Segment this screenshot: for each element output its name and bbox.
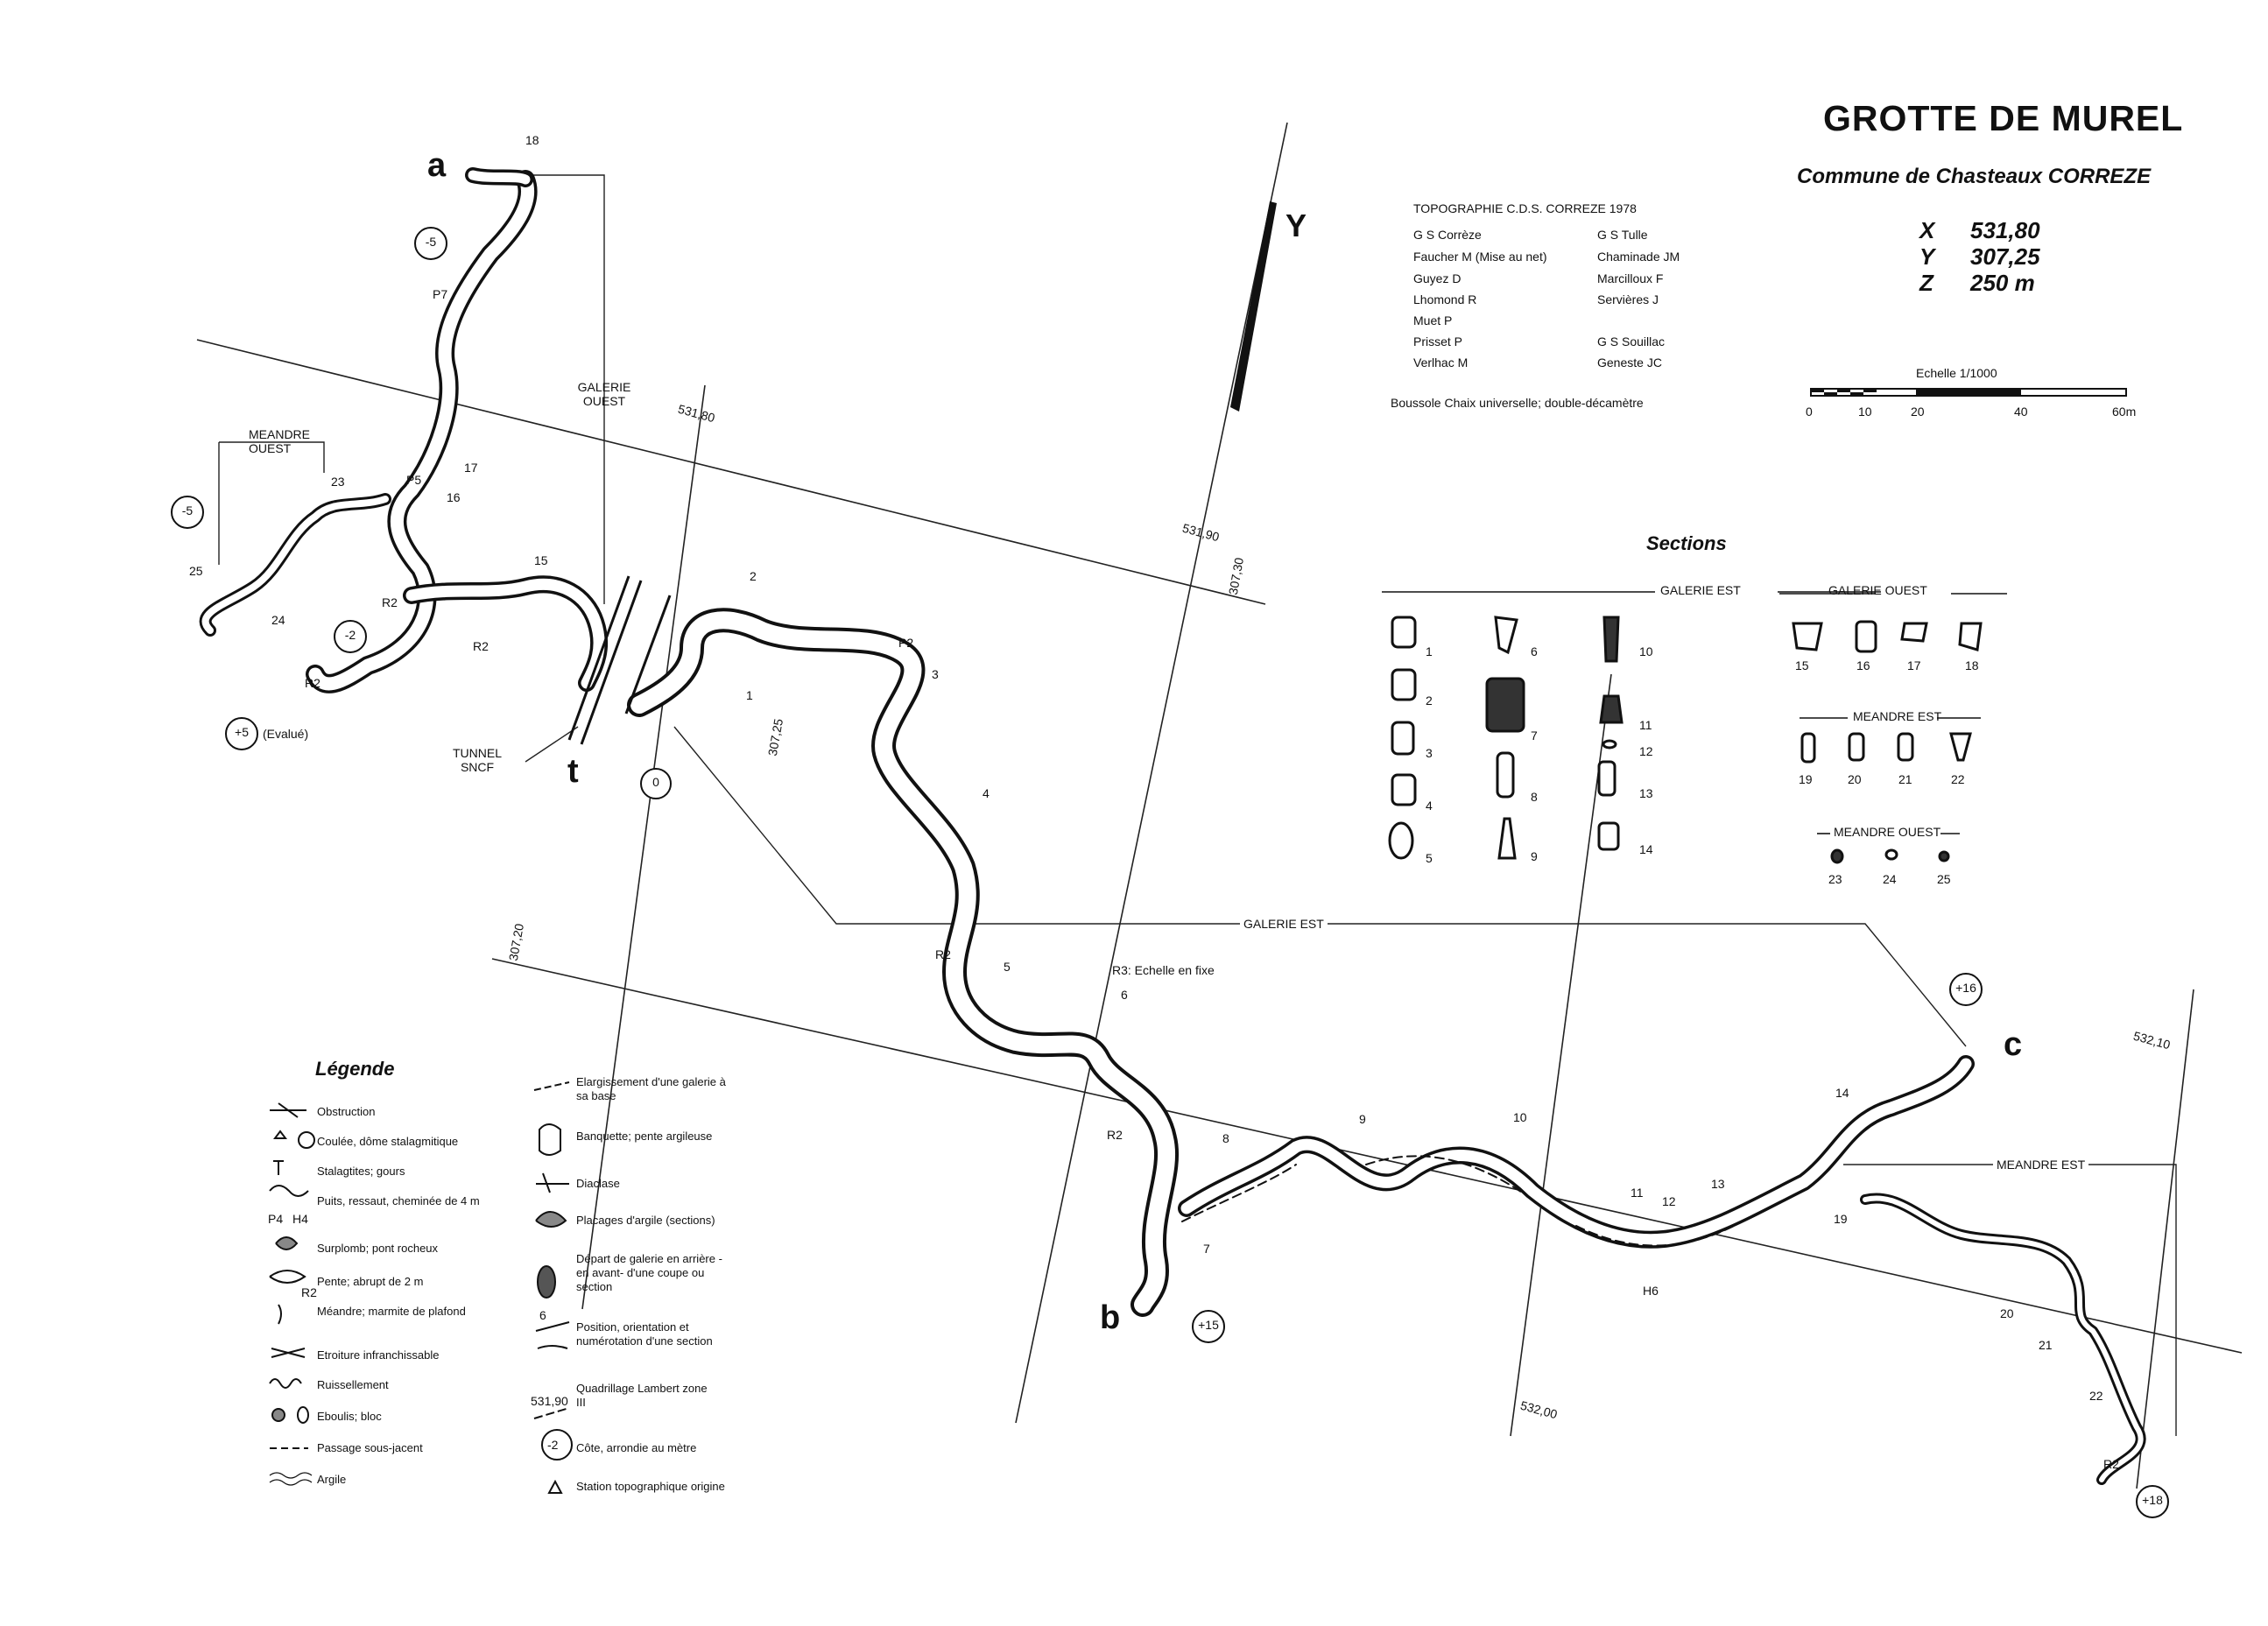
credit-c2-1: Chaminade JM — [1597, 250, 1680, 264]
legend-item: Banquette; pente argileuse — [576, 1130, 713, 1143]
grid-line-307-30 — [197, 340, 1265, 604]
point-t: t — [567, 753, 579, 790]
sections-galerie-ouest-title: GALERIE OUEST — [1828, 583, 1927, 597]
legend-item: Eboulis; bloc — [317, 1410, 382, 1423]
label-tunnel: TUNNEL SNCF — [452, 746, 502, 774]
depth-value: +5 — [235, 725, 249, 739]
feature-label: P2 — [898, 636, 914, 650]
sections-galerie-est-title: GALERIE EST — [1660, 583, 1741, 597]
legend-item: Obstruction — [317, 1105, 376, 1118]
grid-label: 531,80 — [676, 401, 717, 426]
legend-item: Puits, ressaut, cheminée de 4 m — [317, 1194, 480, 1207]
grid-line-307-20 — [492, 959, 2242, 1353]
section-mark: 24 — [271, 613, 285, 627]
feature-label: R2 — [473, 639, 489, 653]
feature-label: R2 — [1107, 1128, 1123, 1142]
label-galerie-ouest: GALERIE OUEST — [577, 380, 631, 408]
coord-x: X 531,80 — [1919, 217, 2040, 243]
coord-y: Y 307,25 — [1919, 243, 2040, 270]
section-num: 17 — [1907, 658, 1921, 672]
feature-label: R2 — [2103, 1457, 2119, 1471]
section-num: 4 — [1426, 799, 1433, 813]
credit-c2-5: Geneste JC — [1597, 355, 1662, 370]
section-num: 12 — [1639, 744, 1653, 758]
section-num: 25 — [1937, 872, 1951, 886]
point-b: b — [1100, 1299, 1121, 1336]
section-mark: 21 — [2039, 1338, 2053, 1352]
callout-galerie-est — [674, 727, 1966, 1046]
section-num: 24 — [1883, 872, 1897, 886]
credit-c1-2: Guyez D — [1413, 271, 1462, 285]
section-mark: 7 — [1203, 1242, 1210, 1256]
section-num: 2 — [1426, 693, 1433, 707]
label-r3-note: R3: Echelle en fixe — [1112, 963, 1215, 977]
scale-bar — [1811, 389, 2126, 396]
legend-item: Etroiture infranchissable — [317, 1348, 440, 1362]
section-mark: 17 — [464, 461, 478, 475]
section-num: 19 — [1799, 772, 1813, 786]
grid-label: 307,30 — [1225, 556, 1247, 596]
section-num: 13 — [1639, 786, 1653, 800]
label-evalue: (Evalué) — [263, 727, 309, 741]
legend-item: Côte, arrondie au mètre — [576, 1441, 697, 1454]
credit-c2-3: Servières J — [1597, 292, 1659, 306]
legend-symbol-label: H4 — [292, 1212, 308, 1226]
scale-tick-0: 0 — [1806, 405, 1813, 419]
section-num: 1 — [1426, 644, 1433, 658]
legend-symbol-label: P4 — [268, 1212, 284, 1226]
grid-line-532-00 — [1511, 674, 1611, 1436]
section-mark: 19 — [1834, 1212, 1848, 1226]
credit-c2-2: Marcilloux F — [1597, 271, 1664, 285]
section-mark: 22 — [2089, 1389, 2103, 1403]
feature-label: R2 — [382, 595, 398, 609]
legend-symbol-label: 531,90 — [531, 1394, 568, 1408]
sections-title: Sections — [1646, 532, 1727, 554]
section-num: 15 — [1795, 658, 1809, 672]
section-mark: 23 — [331, 475, 345, 489]
commune-label: Commune de Chasteaux CORREZE — [1797, 165, 2152, 188]
credit-c2-0: G S Tulle — [1597, 228, 1648, 242]
section-num: 14 — [1639, 842, 1653, 856]
section-mark: 11 — [1631, 1186, 1644, 1200]
grid-label: 532,00 — [1518, 1397, 1560, 1422]
north-arrow-icon — [1230, 201, 1277, 412]
section-num: 23 — [1828, 872, 1842, 886]
label-meandre-est: MEANDRE EST — [1993, 1158, 2088, 1172]
legend-item: Surplomb; pont rocheux — [317, 1242, 439, 1255]
section-mark: 13 — [1711, 1177, 1725, 1191]
section-num: 10 — [1639, 644, 1653, 658]
feature-label: P5 — [406, 473, 422, 487]
section-mark: 2 — [750, 569, 757, 583]
section-mark: 10 — [1513, 1110, 1527, 1124]
depth-markers — [172, 228, 2168, 1517]
legend-item: Pente; abrupt de 2 m — [317, 1275, 424, 1288]
callout-lines — [219, 175, 2176, 1436]
section-num: 8 — [1531, 790, 1538, 804]
grid-line-531-80 — [582, 385, 705, 1309]
scale-tick-3: 40 — [2014, 405, 2028, 419]
grid-line-532-10 — [2137, 989, 2194, 1489]
point-a: a — [427, 147, 447, 184]
credit-c1-6: Verlhac M — [1413, 355, 1469, 370]
map-title: GROTTE DE MUREL — [1823, 98, 2184, 138]
point-c: c — [2004, 1026, 2023, 1063]
section-mark: 16 — [447, 490, 461, 504]
sections-meandre-est-title: MEANDRE EST — [1853, 709, 1942, 723]
label-meandre-ouest: MEANDRE OUEST — [249, 427, 311, 455]
section-mark: 18 — [525, 133, 539, 147]
north-label: Y — [1285, 208, 1307, 243]
section-mark: 25 — [189, 564, 203, 578]
grid-label: 532,10 — [2131, 1028, 2173, 1052]
coord-z: Z 250 m — [1919, 270, 2035, 296]
credit-c1-1: Faucher M (Mise au net) — [1413, 250, 1547, 264]
legend-item: Départ de galerie en arrière -en avant- d'une coupe ou section — [576, 1252, 722, 1293]
section-num: 7 — [1531, 729, 1538, 743]
section-mark: 8 — [1222, 1131, 1229, 1145]
legend-item: Position, orientation et numérotation d'une section — [576, 1320, 713, 1348]
credit-c2-4: G S Souillac — [1597, 334, 1666, 348]
section-mark: 9 — [1359, 1112, 1366, 1126]
legend-item: Argile — [317, 1473, 347, 1486]
section-num: 9 — [1531, 849, 1538, 863]
depth-value: +18 — [2142, 1493, 2163, 1507]
legend-item: Placages d'argile (sections) — [576, 1214, 715, 1227]
section-num: 3 — [1426, 746, 1433, 760]
feature-label: R2 — [305, 676, 320, 690]
section-num: 18 — [1965, 658, 1979, 672]
legend-item: Station topographique origine — [576, 1480, 725, 1493]
legend-item: Méandre; marmite de plafond — [317, 1305, 466, 1318]
credit-c1-0: G S Corrèze — [1413, 228, 1482, 242]
grid-label: 531,90 — [1180, 520, 1222, 545]
section-mark: 12 — [1662, 1194, 1676, 1208]
feature-label: H6 — [1643, 1284, 1659, 1298]
label-galerie-est: GALERIE EST — [1240, 917, 1328, 931]
legend-symbol-label: -2 — [547, 1438, 559, 1452]
depth-value: -5 — [181, 503, 194, 517]
legend-symbol-label: 6 — [539, 1308, 546, 1322]
legend-item: Stalagtites; gours — [317, 1165, 405, 1178]
cave-passage-east — [639, 620, 2141, 1480]
depth-value: 0 — [652, 775, 659, 789]
depth-value: -5 — [425, 235, 437, 249]
section-mark: 4 — [983, 786, 990, 800]
sections-meandre-ouest-title: MEANDRE OUEST — [1834, 825, 1941, 839]
scale-tick-2: 20 — [1911, 405, 1925, 419]
legend-symbol-label: R2 — [301, 1285, 317, 1299]
credit-c1-5: Prisset P — [1413, 334, 1463, 348]
section-num: 6 — [1531, 644, 1538, 658]
legend-item: Ruissellement — [317, 1378, 389, 1391]
section-mark: 5 — [1004, 960, 1011, 974]
section-num: 16 — [1856, 658, 1870, 672]
depth-value: +15 — [1198, 1318, 1219, 1332]
section-mark: 6 — [1121, 988, 1128, 1002]
section-mark: 15 — [534, 553, 548, 567]
scale-label: Echelle 1/1000 — [1916, 366, 1997, 380]
section-num: 21 — [1898, 772, 1912, 786]
credit-c1-4: Muet P — [1413, 313, 1453, 327]
legend-item: Quadrillage Lambert zone III — [576, 1382, 708, 1409]
section-mark: 14 — [1835, 1086, 1849, 1100]
feature-label: P7 — [433, 287, 448, 301]
section-num: 22 — [1951, 772, 1965, 786]
grid-label: 307,25 — [764, 717, 786, 757]
section-mark: 3 — [932, 667, 939, 681]
legend-item: Coulée, dôme stalagmitique — [317, 1135, 459, 1148]
feature-label: R2 — [935, 947, 951, 961]
section-num: 11 — [1639, 718, 1652, 732]
grid-label: 307,20 — [505, 922, 527, 962]
survey-heading: TOPOGRAPHIE C.D.S. CORREZE 1978 — [1413, 201, 1637, 215]
section-num: 5 — [1426, 851, 1433, 865]
legend-item: Elargissement d'une galerie à sa base — [576, 1075, 726, 1102]
section-num: 20 — [1848, 772, 1862, 786]
legend-title: Légende — [315, 1058, 395, 1080]
credit-c1-3: Lhomond R — [1413, 292, 1477, 306]
depth-value: +16 — [1955, 981, 1976, 995]
instruments: Boussole Chaix universelle; double-décamètre — [1391, 396, 1644, 410]
scale-tick-4: 60m — [2112, 405, 2137, 419]
section-mark: 20 — [2000, 1306, 2014, 1320]
scale-tick-1: 10 — [1858, 405, 1872, 419]
legend-item: Diaclase — [576, 1177, 620, 1190]
depth-value: -2 — [344, 628, 356, 642]
legend-item: Passage sous-jacent — [317, 1441, 423, 1454]
section-mark: 1 — [746, 688, 753, 702]
